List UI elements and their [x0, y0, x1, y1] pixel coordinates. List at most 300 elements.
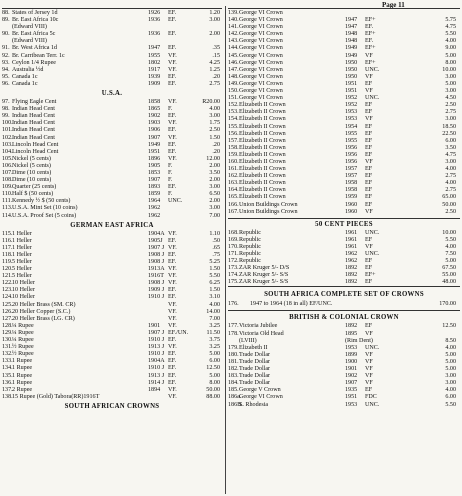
- lot-grade: EF.: [168, 31, 177, 38]
- lot-description: 1 Heller: [12, 230, 32, 237]
- section-rule: [228, 310, 460, 311]
- lot-description: George VI Crown: [239, 73, 283, 80]
- lot-number: 171.: [228, 251, 239, 257]
- lot-year: 1950: [345, 73, 358, 80]
- list-item: [228, 394, 460, 401]
- lot-year: 1953: [345, 401, 358, 408]
- list-item: [2, 287, 222, 294]
- lot-number: 100.: [2, 120, 13, 127]
- list-item: [228, 180, 460, 187]
- lot-year: 1949: [345, 45, 358, 52]
- lot-description: Elizabeth II Crown: [239, 116, 286, 123]
- lot-description: George VI Crown: [239, 394, 283, 401]
- list-item: [2, 156, 222, 163]
- lot-grade: EF.: [168, 259, 177, 265]
- lot-year: 1950: [345, 66, 358, 73]
- list-item: [228, 251, 460, 258]
- lot-year: 1908 J: [148, 280, 165, 287]
- lot-grade: EF+: [365, 31, 376, 38]
- lot-grade: EF.: [168, 287, 177, 294]
- lot-price: 4.75: [445, 24, 456, 31]
- list-item: [228, 359, 460, 366]
- lot-price: 3.00: [445, 158, 456, 165]
- lot-number: 133.: [2, 358, 13, 365]
- lot-year: 1802: [148, 59, 161, 66]
- lot-number: 128.: [2, 322, 13, 329]
- lot-description: Elizabeth II Crown: [239, 144, 286, 151]
- lot-price: 4.75: [445, 151, 456, 158]
- lot-description: 20 Heller Copper (S.C.): [12, 308, 71, 315]
- lot-grade: VF: [365, 73, 373, 80]
- lot-year: 1905: [148, 162, 161, 169]
- lot-description: Republic: [239, 229, 262, 236]
- lot-grade: EF: [365, 109, 373, 116]
- lot-price: 22.50: [442, 130, 456, 137]
- list-item: [228, 279, 460, 286]
- list-item: [228, 373, 460, 380]
- lot-grade: VF: [365, 373, 373, 380]
- list-item: [2, 120, 222, 127]
- lot-grade: VF: [365, 366, 373, 373]
- right-column: [228, 7, 460, 409]
- lot-price: 5.50: [209, 273, 220, 280]
- lot-grade: EF.: [168, 127, 177, 134]
- lot-number: 180.: [228, 351, 239, 358]
- lot-number: 154.: [228, 116, 239, 123]
- lot-number: 166.: [228, 201, 239, 208]
- lot-number: 163.: [228, 180, 239, 187]
- lot-number: 185.: [228, 387, 239, 394]
- lot-year: 1955: [345, 137, 358, 144]
- lot-description: Indian Head Cent: [12, 113, 55, 120]
- lot-grade: EF.: [168, 141, 177, 148]
- lot-price: 3.25: [209, 322, 220, 329]
- lot-price: .20: [212, 73, 220, 80]
- lot-description: Br. West Africa 1d: [12, 45, 58, 52]
- lot-number: 162.: [228, 173, 239, 180]
- lot-description: George VI Crown: [239, 45, 283, 52]
- lot-year: 1951: [345, 394, 358, 401]
- lot-price: 3.00: [209, 113, 220, 120]
- lot-price: 1.50: [209, 287, 220, 294]
- list-item: [2, 294, 222, 301]
- lot-price: 67.50: [442, 265, 456, 272]
- lot-year: 1950: [345, 59, 358, 66]
- lot-number: 138.: [2, 393, 13, 400]
- fifty-cent-list: [228, 230, 460, 287]
- list-item: [228, 265, 460, 272]
- list-item: [2, 387, 222, 394]
- lot-year: 1904A: [148, 358, 165, 365]
- lot-year: 1917: [148, 66, 161, 73]
- lot-number: 153.: [228, 109, 239, 116]
- lot-description: 10 Heller: [12, 287, 35, 294]
- lot-grade: EF: [365, 80, 373, 87]
- list-item: [2, 113, 222, 120]
- lot-number: 119.: [2, 259, 13, 265]
- lot-grade: VF.: [168, 273, 177, 280]
- list-item: [2, 60, 222, 67]
- lot-number: 150.: [228, 88, 239, 95]
- lot-number: 101.: [2, 127, 13, 134]
- list-item: [228, 116, 460, 123]
- lot-description: Indian Head Cent: [12, 106, 55, 113]
- list-item: [2, 142, 222, 149]
- lot-number: 130.: [2, 337, 13, 344]
- lot-number: 99.: [2, 113, 10, 120]
- lot-year: 1961: [345, 229, 358, 236]
- lot-price: .65: [212, 244, 220, 251]
- lot-price: 3.00: [445, 380, 456, 387]
- list-item: [2, 231, 222, 238]
- lot-number: 136.: [2, 379, 13, 386]
- list-item: [2, 365, 222, 372]
- lot-year: 1947: [148, 45, 161, 52]
- lot-number: 129.: [2, 329, 13, 336]
- list-item: [228, 387, 460, 394]
- lot-price: 48.00: [442, 279, 456, 286]
- lot-grade: VF.: [168, 344, 177, 351]
- lot-year: 1893: [148, 184, 161, 191]
- lot-grade: EF: [365, 102, 373, 109]
- lot-number: 114.: [2, 212, 13, 219]
- lot-number: 177.: [228, 323, 239, 330]
- lot-price: 2.75: [445, 173, 456, 180]
- lot-year: 1910 J: [148, 365, 165, 372]
- top-rule: [228, 8, 460, 9]
- lot-price: 5.50: [445, 236, 456, 243]
- lot-year: 1853: [148, 169, 161, 176]
- usa-coins-list: [2, 99, 222, 220]
- lot-price: 4.00: [209, 106, 220, 113]
- lot-number: 174.: [228, 272, 239, 279]
- lot-description: George VI Crown: [239, 88, 283, 95]
- lot-year: 1936: [148, 31, 161, 38]
- lot-price: 5.50: [445, 401, 456, 408]
- lot-year: 1949: [345, 52, 358, 59]
- list-item: [2, 273, 222, 280]
- lot-description: ½ Rupee: [12, 351, 34, 358]
- lot-grade: VF: [365, 116, 373, 123]
- lot-number: 168.: [228, 229, 239, 236]
- lot-grade: VF.: [168, 120, 177, 127]
- lot-price: 3.00: [209, 205, 220, 212]
- list-item: [2, 245, 222, 252]
- lot-year: 1899: [345, 351, 358, 358]
- lot-grade: VF: [365, 158, 373, 165]
- lot-grade: VF.: [168, 99, 177, 106]
- lot-description: Union Buildings Crown: [239, 208, 298, 215]
- lot-year: 1951: [148, 148, 161, 155]
- lot-description: ½ Rupee: [12, 344, 34, 351]
- lot-description: 1 Heller: [12, 244, 32, 251]
- lot-price: 2.50: [445, 102, 456, 109]
- lot-price: 65.00: [442, 194, 456, 201]
- lot-year: 1960: [345, 208, 358, 215]
- lot-number: 110.: [2, 191, 13, 198]
- lot-description: Trade Dollar: [239, 366, 271, 373]
- lot-description: Nickel (5 cents): [12, 162, 51, 169]
- lot-year: 1895: [345, 330, 358, 337]
- lot-description: 1947 to 1964 (18 in all) EF/UNC.: [250, 301, 333, 308]
- lot-year: 1964: [148, 198, 161, 205]
- lot-year: 1948: [345, 38, 358, 45]
- lot-description: George VI Crown: [239, 10, 283, 16]
- lot-description: Elizabeth II Crown: [239, 158, 286, 165]
- lot-grade: EF+: [365, 45, 376, 52]
- lot-price: 12.50: [442, 323, 456, 330]
- lot-year: 1947: [345, 17, 358, 24]
- lot-description: Lincoln Head Cent: [12, 148, 59, 155]
- lot-grade: VF: [365, 208, 373, 215]
- lot-price: 7.00: [209, 315, 220, 322]
- lot-price: .50: [212, 237, 220, 244]
- lot-number: 93.: [2, 59, 10, 66]
- list-item: [228, 345, 460, 352]
- lot-description: Elizabeth II Crown: [239, 102, 286, 109]
- lot-price: 50.00: [442, 201, 456, 208]
- lot-grade: VF.: [168, 322, 177, 329]
- lot-grade: EF: [365, 173, 373, 180]
- lot-price: 5.00: [445, 366, 456, 373]
- lot-year: 1935: [345, 387, 358, 394]
- lot-description: George VI Crown: [239, 24, 283, 31]
- lot-description: Indian Head Cent: [12, 134, 55, 141]
- lot-number: 115.: [2, 230, 13, 237]
- lot-number: 121.: [2, 273, 13, 280]
- lot-description: Br. East Africa 10c: [12, 17, 59, 24]
- lot-grade: EF: [365, 180, 373, 187]
- lot-description: Elizabeth II Crown: [239, 130, 286, 137]
- lot-year: 1910 J: [148, 294, 165, 301]
- lot-number: 178.: [228, 330, 239, 337]
- lot-number: 147.: [228, 66, 239, 73]
- lot-year: 1910 J: [148, 337, 165, 344]
- list-item: [228, 380, 460, 387]
- lot-price: 4.25: [209, 59, 220, 66]
- lot-description: George VI Crown: [239, 52, 283, 59]
- list-item: [228, 352, 460, 359]
- lot-description: 1 Heller: [12, 237, 32, 244]
- lot-description: Elizabeth II Crown: [239, 166, 286, 173]
- crowns-list: [228, 10, 460, 216]
- lot-price: 12.00: [206, 155, 220, 162]
- lot-number: 124.: [2, 294, 13, 301]
- lot-description: 10 Heller: [12, 280, 35, 287]
- lot-number: 103.: [2, 141, 13, 148]
- lot-year: 1949: [148, 141, 161, 148]
- section-title-british-colonial-crown: BRITISH & COLONIAL CROWN: [289, 314, 399, 322]
- lot-year: 1961: [345, 236, 358, 243]
- lot-price: 3.25: [209, 344, 220, 351]
- list-item: [228, 202, 460, 209]
- lot-year: 1913 J: [148, 344, 165, 351]
- lot-grade: EF: [365, 137, 373, 144]
- lot-number: 172.: [228, 258, 239, 265]
- list-item: [228, 166, 460, 173]
- lot-description: Elizabeth II Crown: [239, 194, 286, 201]
- list-item: [228, 67, 460, 74]
- lot-grade: EF: [365, 166, 373, 173]
- lot-price: 3.00: [445, 373, 456, 380]
- lot-description: George VI Crown: [239, 17, 283, 24]
- list-item: [228, 209, 460, 216]
- lot-year: 1901: [345, 366, 358, 373]
- lot-number: 167.: [228, 208, 239, 215]
- lot-year: 1907: [148, 177, 161, 184]
- lot-description: George VI Crown: [239, 59, 283, 66]
- lot-price: 14.00: [206, 308, 220, 315]
- lot-description: George V Crown: [239, 387, 281, 394]
- lot-year: 1902: [345, 373, 358, 380]
- lot-number: 105.: [2, 155, 13, 162]
- list-item: [228, 244, 460, 251]
- lot-grade: EF: [365, 387, 373, 394]
- lot-description: Dime (10 cents): [12, 177, 52, 184]
- lot-description: ZAR Kruger 5/- D/S: [239, 265, 290, 272]
- lot-grade: VF.: [168, 134, 177, 141]
- lot-number: 160.: [228, 158, 239, 165]
- list-item: [2, 259, 222, 266]
- list-item: [228, 323, 460, 330]
- list-item: [2, 280, 222, 287]
- lot-grade: VF.: [168, 315, 177, 322]
- lot-year: 1960: [345, 201, 358, 208]
- lot-number: 155.: [228, 123, 239, 130]
- lot-description: U.S.A. Proof Set (5 coins): [12, 212, 77, 219]
- lot-number: 90.: [2, 31, 10, 38]
- list-item: [228, 81, 460, 88]
- lot-description: 1 Rupee: [12, 358, 33, 365]
- lot-description: Republic: [239, 258, 262, 265]
- lot-description: George VI Crown: [239, 80, 283, 87]
- top-rule: [2, 8, 222, 9]
- lot-price: 50.00: [206, 386, 220, 393]
- list-item: [2, 309, 222, 316]
- lot-price: 2.00: [209, 162, 220, 169]
- list-item: [2, 163, 222, 170]
- lot-description: 1 Rupee: [12, 372, 33, 379]
- lot-year: 1955: [345, 130, 358, 137]
- lot-grade: UNC.: [365, 66, 380, 73]
- lot-description: ¼ Rupee: [12, 337, 34, 344]
- lot-price: 18.50: [442, 123, 456, 130]
- lot-year: 1957: [345, 166, 358, 173]
- list-item: [228, 402, 460, 409]
- lot-year: 1951: [345, 80, 358, 87]
- lot-number: 159.: [228, 151, 239, 158]
- lot-year: 1907 J: [148, 244, 165, 251]
- lot-description: Elizabeth II Crown: [239, 137, 286, 144]
- lot-number: 102.: [2, 134, 13, 141]
- lot-description: Lincoln Head Cent: [12, 141, 59, 148]
- lot-year: 1913 J: [148, 372, 165, 379]
- lot-year: 1955: [148, 52, 161, 59]
- list-item: [2, 170, 222, 177]
- lot-price: 5.00: [445, 80, 456, 87]
- lot-number: 141.: [228, 24, 239, 31]
- list-item: [228, 74, 460, 81]
- lot-price: .15: [212, 52, 220, 59]
- lot-description: Union Buildings Crown: [239, 201, 298, 208]
- lot-number: 170.: [228, 243, 239, 250]
- lot-grade: VF.: [168, 244, 177, 251]
- section-title-complete-set: SOUTH AFRICA COMPLETE SET OF CROWNS: [264, 291, 424, 299]
- list-item: [2, 373, 222, 380]
- lot-price: .20: [212, 141, 220, 148]
- lot-number: 113.: [2, 205, 13, 212]
- lot-grade: UNC.: [365, 401, 380, 408]
- lot-number: 131.: [2, 344, 13, 351]
- lot-price: 10.00: [442, 66, 456, 73]
- lot-description: Trade Dollar: [239, 358, 271, 365]
- fifty-cent-box: [228, 218, 460, 288]
- lot-price: 3.50: [445, 144, 456, 151]
- lot-price: 3.00: [445, 88, 456, 95]
- lot-description: States of Jersey 1d: [12, 10, 58, 16]
- lot-price: 2.75: [445, 187, 456, 194]
- page-number: Page 11: [382, 1, 405, 9]
- lot-description: 15 Rupee (Gold) Tabora(RR)1916T: [12, 393, 100, 400]
- lot-year: 1901: [148, 322, 161, 329]
- lot-number: 158.: [228, 144, 239, 151]
- lot-price: 2.00: [209, 198, 220, 205]
- lot-number: 135.: [2, 372, 13, 379]
- list-item: [2, 337, 222, 344]
- lot-description: Trade Dollar: [239, 380, 271, 387]
- lot-grade: F.: [168, 169, 173, 176]
- lot-year: 1906: [148, 127, 161, 134]
- lot-number: 179.: [228, 344, 239, 351]
- lot-grade: UNC.: [365, 95, 380, 102]
- lot-number: 116.: [2, 237, 13, 244]
- list-item: [2, 81, 222, 88]
- list-item: [228, 230, 460, 237]
- lot-number: 148.: [228, 73, 239, 80]
- lot-description: U.S.A. Mint Set (10 coins): [12, 205, 78, 212]
- list-item: [2, 358, 222, 365]
- lot-year: 1936: [148, 17, 161, 24]
- list-item: [228, 338, 460, 345]
- list-item: [228, 173, 460, 180]
- lot-description: Nickel (5 cents): [12, 155, 51, 162]
- lot-price: .35: [212, 45, 220, 52]
- lot-price: 3.50: [209, 169, 220, 176]
- lot-price: 4.00: [445, 387, 456, 394]
- section-title-german-east-africa: GERMAN EAST AFRICA: [70, 221, 154, 229]
- lot-price: 4.00: [445, 243, 456, 250]
- lot-year: 1903: [148, 120, 161, 127]
- lot-number: 181.: [228, 358, 239, 365]
- lot-year: 1956: [345, 144, 358, 151]
- lot-price: 3.00: [445, 116, 456, 123]
- list-item: [2, 323, 222, 330]
- list-item: [2, 127, 222, 134]
- list-item: [2, 45, 222, 52]
- lot-number: 98.: [2, 106, 10, 113]
- lot-description: 5 Heller: [12, 266, 32, 273]
- lot-year: 1909: [148, 80, 161, 87]
- lot-price: 4.00: [209, 301, 220, 308]
- lot-number: 143.: [228, 38, 239, 45]
- lot-year: 1958: [345, 187, 358, 194]
- lot-grade: EF: [365, 130, 373, 137]
- lot-description: George VI Crown: [239, 31, 283, 38]
- lot-description: Canada 1c: [12, 73, 38, 80]
- lot-number: 145.: [228, 52, 239, 59]
- lot-year: 1859: [148, 191, 161, 198]
- lot-year: 1953: [345, 109, 358, 116]
